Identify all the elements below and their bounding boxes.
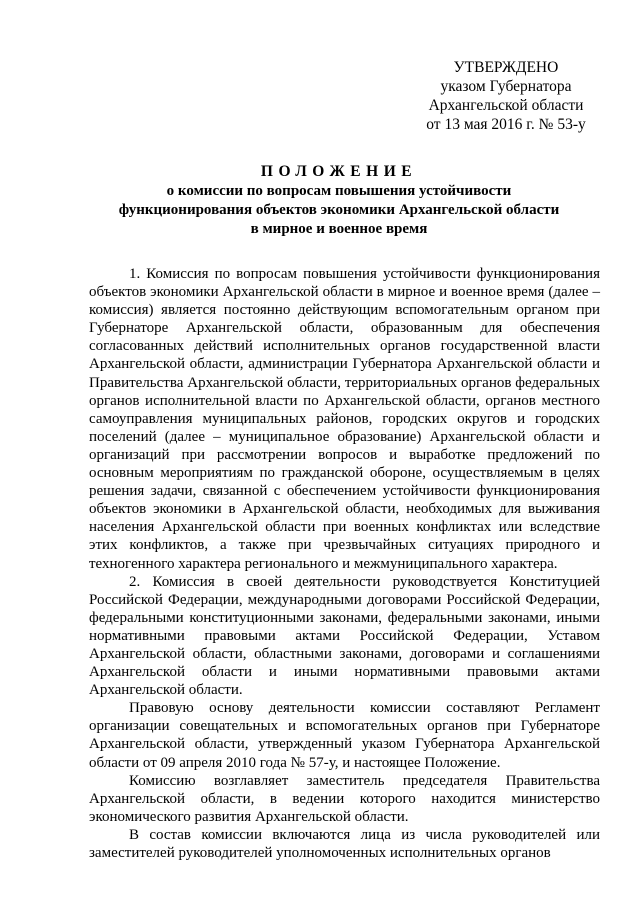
approval-region-line: Архангельской области [428, 97, 584, 114]
title-subline-3: в мирное и военное время [250, 221, 428, 237]
approval-heading: УТВЕРЖДЕНО [453, 59, 559, 76]
paragraph-legal-basis: Правовую основу деятельности комиссии составляют Регламент организации совещательных и вспомогательных органов при Губернаторе Архангельской области, утвержденный указом Губернатора Архангельской области от 09 апреля 2010 года № 57-у, и настоящее Положение. [89, 700, 600, 771]
document-body [89, 265, 600, 862]
approval-decree-line: указом Губернатора [440, 78, 572, 95]
title-subline-1: о комиссии по вопросам повышения устойчивости [166, 183, 512, 199]
approval-date-line: от 13 мая 2016 г. № 53-у [426, 116, 586, 133]
document-title [80, 162, 598, 239]
title-subline-2: функционирования объектов экономики Архангельской области [118, 202, 560, 218]
paragraph-composition: В состав комиссии включаются лица из числа руководителей или заместителей руководителей уполномоченных исполнительных органов [89, 826, 600, 861]
paragraph-1: 1. Комиссия по вопросам повышения устойчивости функционирования объектов экономики Архангельской области в мирное и военное время (далее – комиссия) является постоянно действующим вспомогательным органом при Губернаторе Архангельской области, образованным для обеспечения согласованных действий исполнительных органов государственной власти Архангельской области, администрации Губернатора Архангельской области и Правительства Архангельской области, территориальных органов федеральных органов исполнительной власти по Архангельской области, органов местного самоуправления муниципальных районов, городских округов и городских поселений (далее – муниципальное образование) Архангельской области и организаций при рассмотрении вопросов и выработке предложений по основным мероприятиям по гражданской обороне, осуществляемым в целях решения задачи, связанной с обеспечением устойчивости функционирования объектов экономики в Архангельской области, необходимых для выживания населения Архангельской области при военных конфликтах или вследствие этих конфликтов, а также при чрезвычайных ситуациях природного и техногенного характера регионального и межмуниципального характера. [89, 266, 600, 572]
approval-stamp [418, 58, 594, 134]
paragraph-chairman: Комиссию возглавляет заместитель председателя Правительства Архангельской области, в ведении которого находится министерство экономического развития Архангельской области. [89, 772, 600, 825]
title-heading: ПОЛОЖЕНИЕ [260, 163, 418, 180]
paragraph-2: 2. Комиссия в своей деятельности руководствуется Конституцией Российской Федерации, международными договорами Российской Федерации, федеральными конституционными законами, федеральными законами, иными нормативными правовыми актами Российской Федерации, Уставом Архангельской области, областными законами, договорами и соглашениями Архангельской области и иными нормативными правовыми актами Архангельской области. [89, 573, 600, 699]
